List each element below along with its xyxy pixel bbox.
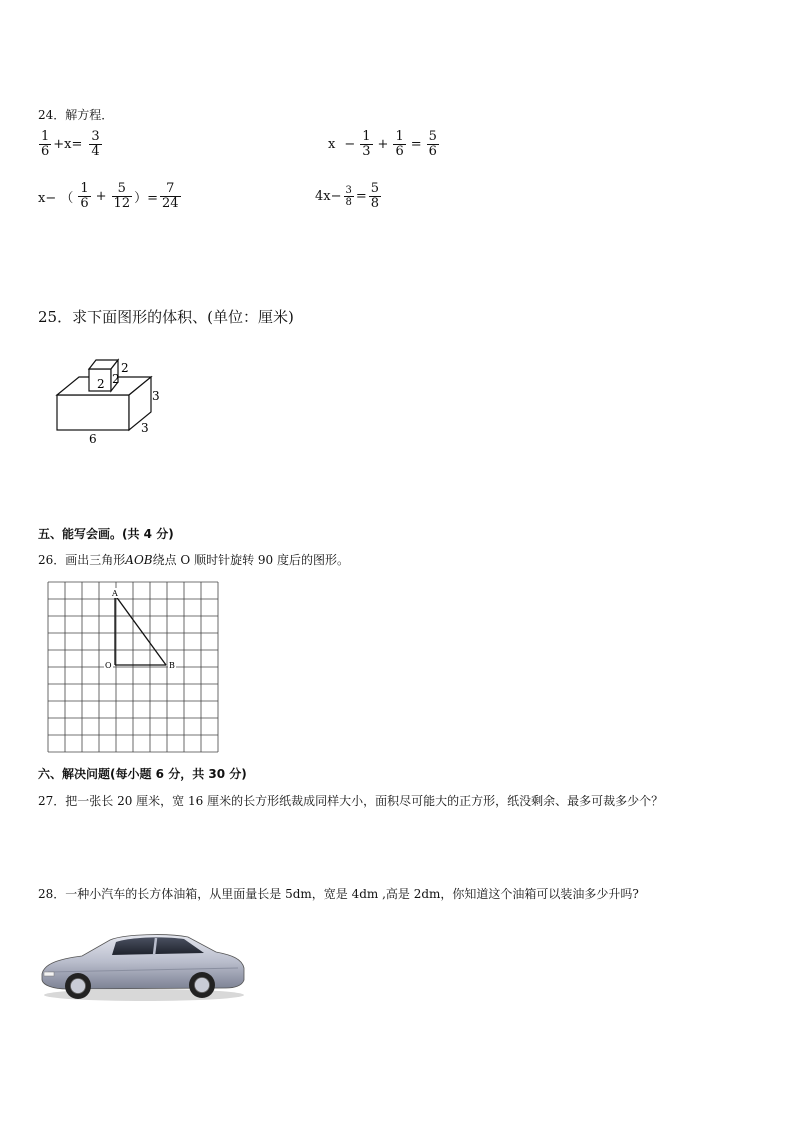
section-5-heading: 五、能写会画。(共 4 分) — [38, 527, 174, 541]
denominator: 8 — [345, 197, 352, 209]
fraction — [427, 130, 439, 160]
q24-title: 24．解方程． — [38, 108, 114, 122]
box-depth-label: 3 — [141, 421, 149, 435]
point-a-label: A — [112, 589, 118, 598]
numerator: 5 — [428, 129, 437, 144]
numerator: 1 — [41, 129, 50, 144]
q27-text: 27．把一张长 20 厘米，宽 16 厘米的长方形纸裁成同样大小，面积尽可能大的正方形，纸没剩余、最多可裁多少个？ — [38, 794, 664, 808]
fraction — [369, 182, 381, 212]
q24-equation-4 — [315, 182, 382, 212]
numerator: 5 — [370, 181, 380, 196]
cube-top-label: 2 — [121, 361, 129, 375]
numerator: 7 — [166, 181, 175, 196]
grid-lines — [48, 582, 218, 752]
equation-text: x− （ — [38, 191, 74, 207]
denominator: 24 — [162, 196, 179, 212]
operator: + — [95, 189, 107, 205]
operator: = — [410, 137, 422, 153]
equation-text: 4x− — [315, 189, 342, 205]
fraction — [78, 182, 90, 212]
q25-solid-figure — [50, 355, 170, 450]
fraction — [89, 130, 101, 160]
q24-equation-3 — [38, 182, 182, 212]
fraction — [360, 130, 372, 160]
car-front-rim — [71, 979, 86, 994]
operator: = — [355, 189, 367, 205]
denominator: 12 — [113, 196, 131, 212]
q24-equation-2 — [328, 130, 440, 160]
fraction — [112, 182, 133, 212]
denominator: 3 — [362, 144, 371, 160]
q26-title-prefix: 26．画出三角形 — [38, 553, 126, 567]
point-b-label: B — [169, 661, 175, 670]
numerator: 1 — [80, 181, 89, 196]
numerator: 1 — [395, 129, 404, 144]
denominator: 6 — [80, 196, 89, 212]
fraction — [393, 130, 405, 160]
q26-grid — [47, 581, 219, 753]
fraction — [160, 182, 181, 212]
denominator: 6 — [428, 144, 437, 160]
box-height-label: 3 — [152, 389, 160, 403]
box-length-label: 6 — [89, 432, 97, 446]
fraction — [39, 130, 51, 160]
equation-text: x — [328, 137, 336, 153]
cube-side-label: 2 — [112, 372, 120, 386]
q24-equation-1 — [38, 130, 103, 160]
car-image — [38, 928, 250, 1003]
denominator: 6 — [41, 144, 50, 160]
equation-text: ）= — [134, 191, 158, 207]
denominator: 6 — [395, 144, 404, 160]
denominator: 4 — [91, 144, 100, 160]
denominator: 8 — [370, 196, 380, 212]
numerator: 5 — [117, 181, 126, 196]
fraction — [344, 185, 354, 208]
cube-front-label: 2 — [97, 377, 105, 391]
point-o-label: O — [105, 661, 112, 670]
car-headlight — [44, 972, 54, 976]
numerator: 3 — [345, 185, 352, 197]
equation-text: +x= — [53, 137, 83, 153]
q25-title: 25．求下面图形的体积、(单位：厘米) — [38, 308, 294, 326]
car-rear-rim — [195, 978, 210, 993]
triangle-side-ab — [115, 595, 166, 665]
operator: − — [344, 137, 356, 153]
numerator: 3 — [91, 129, 100, 144]
box-front-face — [57, 395, 129, 430]
q26-title-triangle-name: AOB — [125, 553, 153, 567]
operator: + — [377, 137, 389, 153]
q26-title-suffix: 绕点 O 顺时针旋转 90 度后的图形。 — [152, 553, 349, 567]
q26-title — [38, 551, 349, 568]
section-6-heading: 六、解决问题(每小题 6 分，共 30 分) — [38, 767, 247, 781]
numerator: 1 — [362, 129, 371, 144]
q28-text: 28．一种小汽车的长方体油箱，从里面量长是 5dm，宽是 4dm ,高是 2dm，你知道这个油箱可以装油多少升吗? — [38, 887, 639, 901]
